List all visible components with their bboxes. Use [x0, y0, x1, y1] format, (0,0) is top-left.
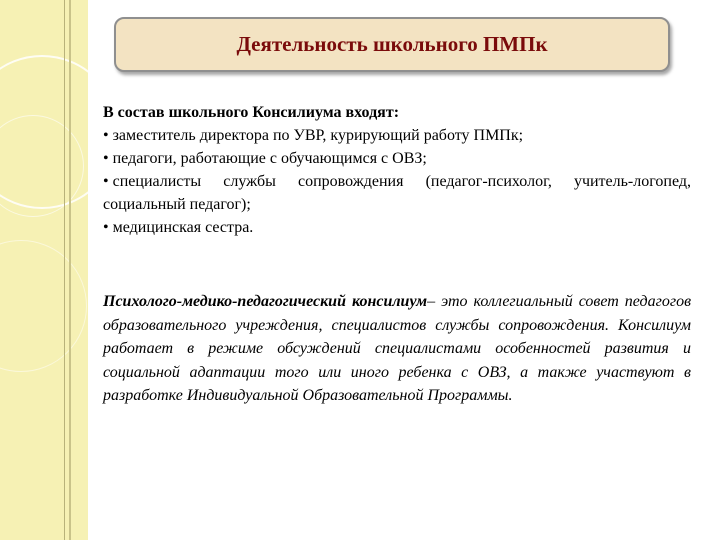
decorative-vertical-line — [64, 0, 65, 540]
council-composition-section — [103, 101, 691, 239]
list-item — [103, 147, 691, 170]
bullet-icon: • — [103, 173, 109, 190]
slide-title-box — [114, 17, 670, 72]
composition-heading: В состав школьного Консилиума входят: — [103, 104, 400, 121]
list-item — [103, 124, 691, 147]
council-definition-paragraph — [103, 290, 691, 408]
composition-list — [103, 124, 691, 239]
bullet-icon: • — [103, 127, 109, 144]
list-item — [103, 170, 691, 216]
decorative-side-band — [0, 0, 88, 540]
list-item-text: медицинская сестра. — [112, 219, 254, 236]
slide-title: Деятельность школьного ПМПк — [236, 32, 548, 56]
bullet-icon: • — [103, 150, 109, 167]
decorative-circle — [0, 240, 87, 372]
list-item-text: специалисты службы сопровождения (педагог-психолог, учитель-логопед, социальный педагог); — [103, 173, 691, 213]
decorative-vertical-line — [69, 0, 71, 540]
list-item-text: заместитель директора по УВР, курирующий работу ПМПк; — [112, 127, 524, 144]
list-item — [103, 216, 691, 239]
bullet-icon: • — [103, 219, 109, 236]
definition-term: Психолого-медико-педагогический консилиум — [103, 293, 428, 310]
list-item-text: педагоги, работающие с обучающимся с ОВЗ; — [112, 150, 427, 167]
definition-text: – это коллегиальный совет педагогов образовательного учреждения, специалистов службы сопровождения. Консилиум работает в режиме обсуждений специалистами особенностей развития и социальной адаптации того или иного ребенка с ОВЗ, а также участвуют в разработке Индивидуальной Образовательной Программы. — [103, 293, 692, 404]
